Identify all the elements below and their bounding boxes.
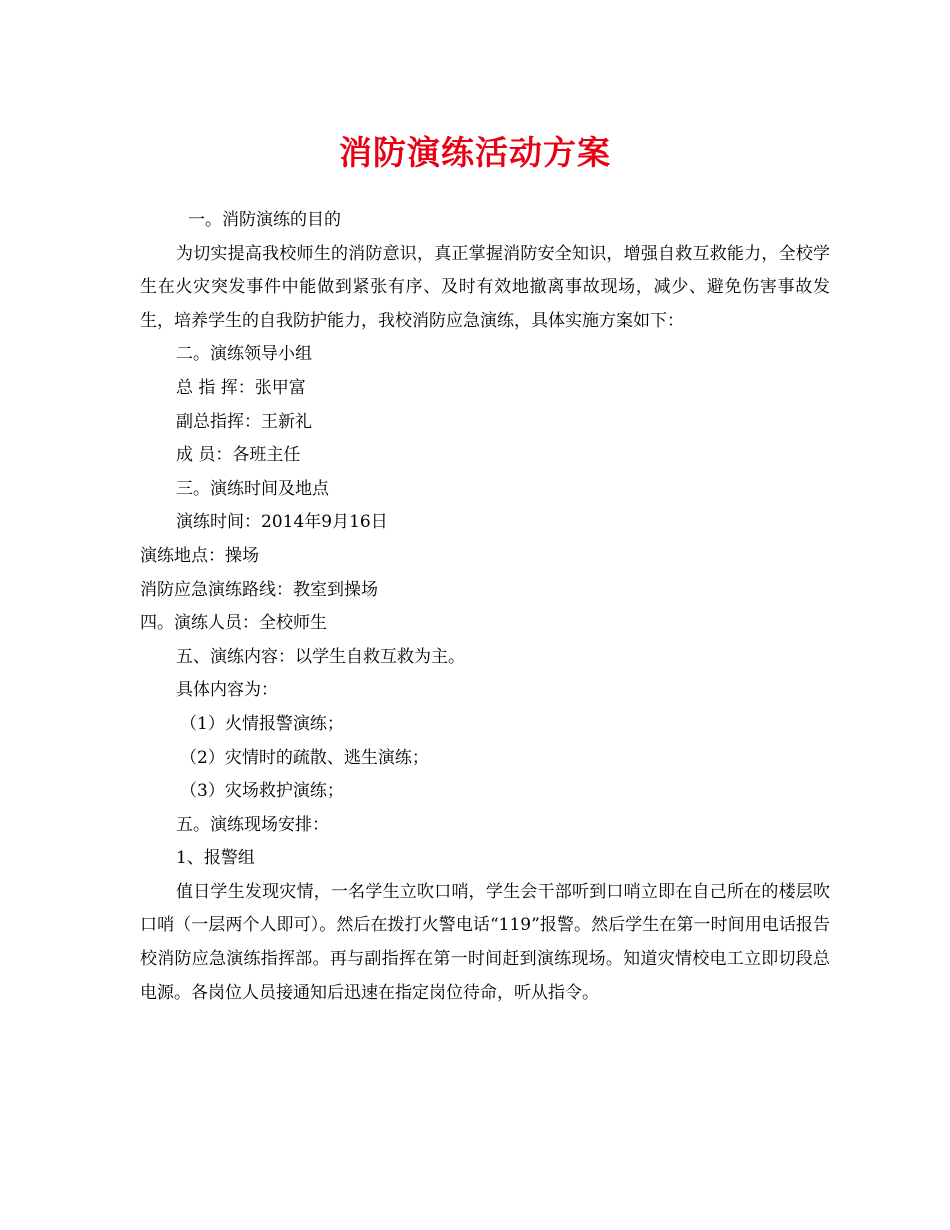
content-intro: 具体内容为：	[176, 680, 278, 701]
drill-time: 演练时间：2014年9月16日	[176, 512, 388, 533]
leader-members: 成 员：各班主任	[176, 445, 301, 466]
drill-participants: 四。演练人员：全校师生	[140, 613, 327, 634]
drill-content: 五、演练内容：以学生自救互救为主。	[176, 646, 465, 667]
content-item-2: （2）灾情时的疏散、逃生演练；	[180, 747, 429, 768]
content-item-1: （1）火情报警演练；	[180, 713, 344, 734]
drill-location: 演练地点：操场	[140, 545, 259, 566]
content-item-3: （3）灾场救护演练；	[180, 781, 344, 802]
paragraph-purpose: 为切实提高我校师生的消防意识，真正掌握消防安全知识，增强自救互救能力，全校学生在火灾突发事件中能做到紧张有序、及时有效地撤离事故现场，减少、避免伤害事故发生，培养学生的自我防护能力，我校消防应急演练，具体实施方案如下：	[140, 243, 830, 331]
leader-deputy: 副总指挥：王新礼	[176, 411, 312, 432]
subsection-alarm-group: 1、报警组	[176, 848, 255, 869]
document-body	[140, 204, 830, 1010]
section-heading-purpose: 一。消防演练的目的	[188, 210, 341, 230]
drill-route: 消防应急演练路线：教室到操场	[140, 579, 378, 600]
paragraph-alarm-group: 值日学生发现灾情，一名学生立吹口哨，学生会干部听到口哨立即在自己所在的楼层吹口哨（一层两个人即可）。然后在拨打火警电话“119”报警。然后学生在第一时间用电话报告校消防应急演练指挥部。再与副指挥在第一时间赶到演练现场。知道灾情校电工立即切段总电源。各岗位人员接通知后迅速在指定岗位待命，听从指令。	[140, 881, 830, 1003]
section-heading-time-place: 三。演练时间及地点	[176, 478, 329, 499]
section-heading-leadership: 二。演练领导小组	[176, 344, 312, 365]
leader-commander: 总 指 挥：张甲富	[176, 377, 306, 398]
section-heading-arrangement: 五。演练现场安排：	[176, 814, 329, 835]
document-title: 消防演练活动方案	[339, 133, 611, 172]
